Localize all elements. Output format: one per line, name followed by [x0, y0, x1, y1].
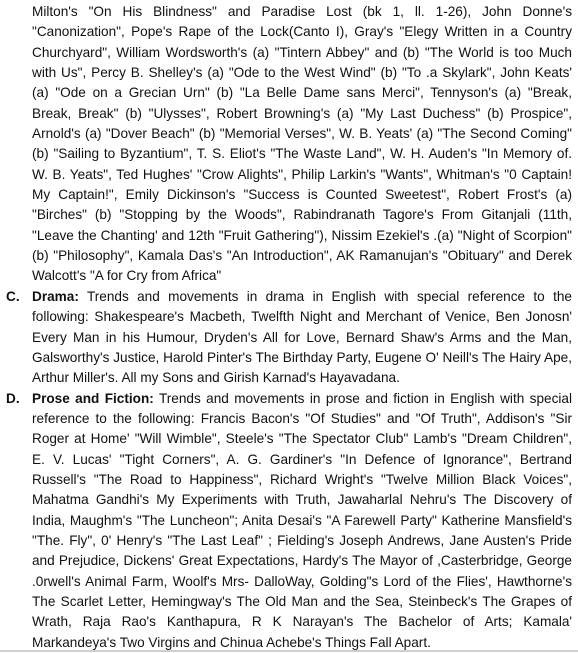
- poetry-list-continued: Milton's "On His Blindness" and Paradise Lost (bk 1, ll. 1-26), John Donne's "Canonization", Pope's Rape of the Lock(Canto I), Gray's "Elegy Written in a Country Churchyard", William Wordsworth's (a) "Tintern Abbey" and (b) "The World is too Much with Us", Percy B. Shelley's (a) "Ode to the West Wind" (b) "To .a Skylark", John Keats' (a) "Ode on a Grecian Urn" (b) "La Belle Dame sans Merci", Tennyson's (a) "Break, Break, Break" (b) "Ulysses", Robert Browning's (a) "My Last Duchess" (b) Prospice", Arnold's (a) "Dover Beach" (b) "Memorial Verses", W. B. Yeats' (a) "The Second Coming" (b) "Sailing to Byzantium", T. S. Eliot's "The Waste Land", W. H. Auden's "In Memory of. W. B. Yeats", Ted Hughes' "Crow Alights", Philip Larkin's "Wants", Whitman's "0 Captain! My Captain!", Emily Dickinson's "Success is Counted Sweetest", Robert Frost's (a) "Birches" (b) "Stopping by the Woods", Rabindranath Tagore's From Gitanjali (11th, "Leave the Chanting' and 12th "Fruit Gathering"), Nissim Ezekiel's .(a) "Night of Scorpion" (b) "Philosophy", Kamala Das's "An Introduction", AK Ramanujan's "Obituary" and Derek Walcott's "A for Cry from Africa": [32, 4, 572, 284]
- section-heading-prose-fiction: Prose and Fiction:: [32, 390, 154, 406]
- section-drama-body: [32, 287, 572, 389]
- section-drama: [6, 287, 572, 389]
- section-letter-d: D.: [6, 390, 20, 406]
- section-prose-fiction-body: [32, 389, 572, 653]
- section-drama-text: Trends and movements in drama in English with special reference to the following: Shakespeare's Macbeth, Twelfth Night and Merchant of Venice, Ben Jonosn' Every Man in his Humour, Dryden's All for Love, Bernard Shaw's Arms and the Man, Galsworthy's Justice, Harold Pinter's The Birthday Party, Eugene O' Neill's The Hairy Ape, Arthur Miller's. All my Sons and Girish Karnad's Hayavadana.: [32, 288, 572, 386]
- section-letter-c: C.: [6, 288, 20, 304]
- section-heading-drama: Drama:: [32, 288, 79, 304]
- section-prose-fiction-text: Trends and movements in prose and fiction in English with special reference to the following: Francis Bacon's "Of Studies" and "Of Truth", Addison's "Sir Roger at Home' "Will Wimble", Steele's "The Spectator Club" Lamb's "Dream Children", E. V. Lucas' "Tight Corners", A. G. Gardiner's "In Defence of Ignorance", Bertrand Russell's "The Road to Happiness", Richard Wright's "Twelve Million Black Voices", Mahatma Gandhi's My Experiments with Truth, Jawaharlal Nehru's The Discovery of India, Maughm's "The Luncheon"; Anita Desai's "A Farewell Party" Katherine Mansfield's "The. Fly", 0' Henry's "The Last Leaf" ; Fielding's Joseph Andrews, Jane Austen's Pride and Prejudice, Dickens' Great Expectations, Hardy's The Mayor of ,Casterbridge, George .0rwell's Animal Farm, Woolf's Mrs- DalloWay, Golding"s Lord of the Flies', Hawthorne's The Scarlet Letter, Hemingway's The Old Man and the Sea, Steinbeck's The Grapes of Wrath, Raja Rao's Kanthapura, R K Narayan's The Bachelor of Arts; Kamala' Markandeya's Two Virgins and Chinua Achebe's Things Fall Apart.: [32, 390, 572, 650]
- section-prose-fiction: [6, 389, 572, 653]
